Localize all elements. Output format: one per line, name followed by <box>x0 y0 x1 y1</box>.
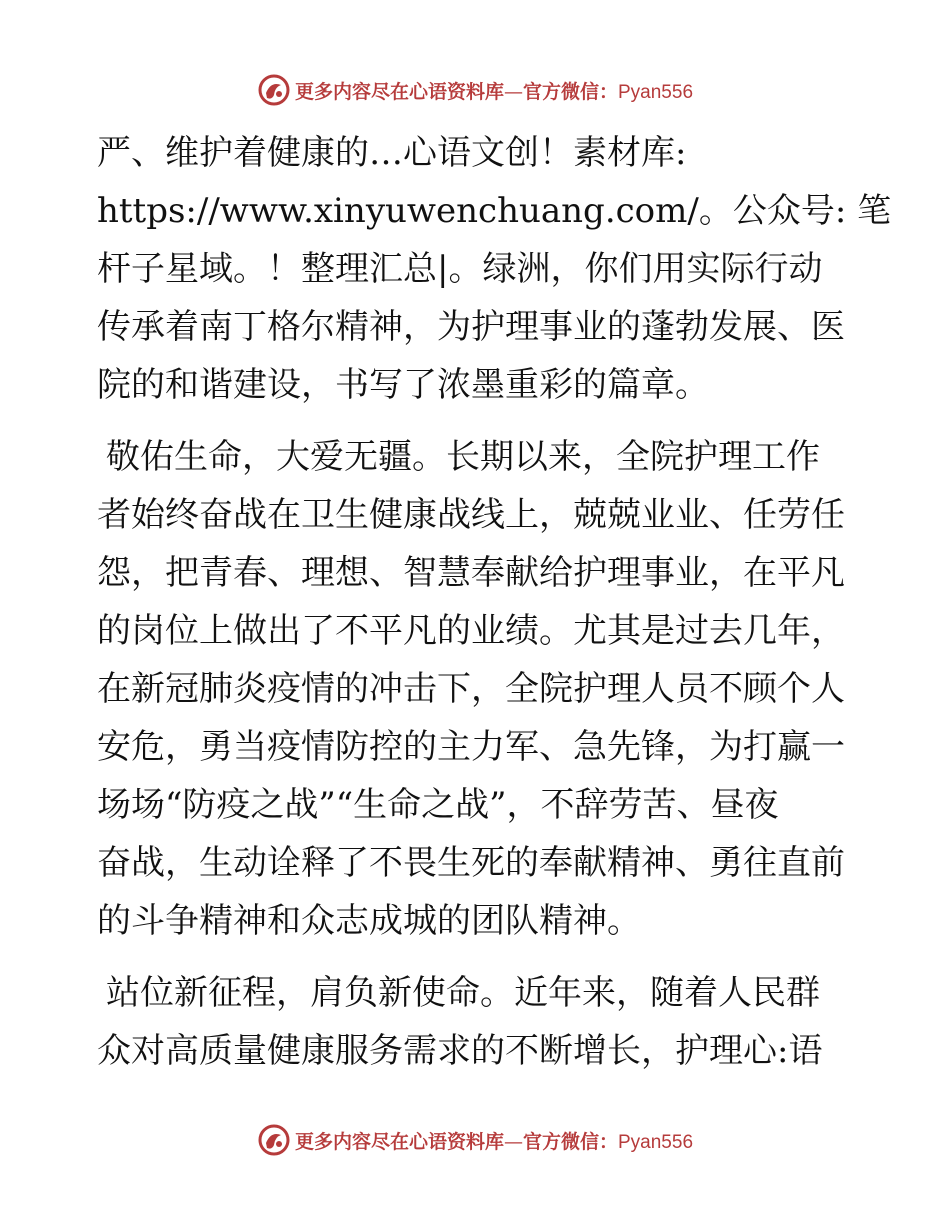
text-line: 院的和谐建设，书写了浓墨重彩的篇章。 <box>97 365 709 405</box>
text-line: 奋战，生动诠释了不畏生死的奉献精神、勇往直前 <box>97 843 845 883</box>
text-line: 安危，勇当疫情防控的主力军、急先锋，为打赢一 <box>97 727 845 767</box>
text-line: 的岗位上做出了不平凡的业绩。尤其是过去几年， <box>97 611 845 651</box>
text-line: 在新冠肺炎疫情的冲击下，全院护理人员不顾个人 <box>97 669 845 709</box>
text-line: 严、维护着健康的…心语文创！素材库: <box>97 133 687 173</box>
paragraph-1 <box>97 124 892 414</box>
banner-dash: — <box>503 80 523 103</box>
text-line: 敬佑生命，大爱无疆。长期以来，全院护理工作 <box>106 437 820 477</box>
banner-wechat-id: Pyan556 <box>618 1131 694 1153</box>
text-line: 场场“防疫之战”“生命之战”，不辞劳苦、昼夜 <box>97 785 779 825</box>
text-line: https://www.xinyuwenchuang.com/。公众号: 笔 <box>97 191 892 231</box>
header-banner <box>0 70 950 110</box>
text-line: 者始终奋战在卫生健康战线上，兢兢业业、任劳任 <box>97 495 845 535</box>
banner-dash: — <box>503 1130 523 1153</box>
swirl-logo-icon <box>257 1123 291 1157</box>
text-line: 怨，把青春、理想、智慧奉献给护理事业，在平凡 <box>97 553 845 593</box>
text-line: 众对高质量健康服务需求的不断增长，护理心:语 <box>97 1031 823 1071</box>
banner-main-text: 更多内容尽在心语资料库 <box>294 80 504 103</box>
text-line: 的斗争精神和众志成城的团队精神。 <box>97 901 641 941</box>
text-line: 站位新征程，肩负新使命。近年来，随着人民群 <box>106 973 820 1013</box>
paragraph-2 <box>97 428 857 950</box>
banner-main-text: 更多内容尽在心语资料库 <box>294 1130 504 1153</box>
swirl-logo-icon <box>257 73 291 107</box>
banner-wechat-id: Pyan556 <box>618 81 694 103</box>
banner-wechat-label: 官方微信： <box>522 80 618 103</box>
text-line: 传承着南丁格尔精神，为护理事业的蓬勃发展、医 <box>97 307 845 347</box>
banner-wechat-label: 官方微信： <box>522 1130 618 1153</box>
body-text <box>97 124 892 1094</box>
paragraph-3 <box>97 964 857 1080</box>
footer-banner <box>0 1120 950 1160</box>
text-line: 杆子星域。！整理汇总|。绿洲，你们用实际行动 <box>97 249 823 289</box>
